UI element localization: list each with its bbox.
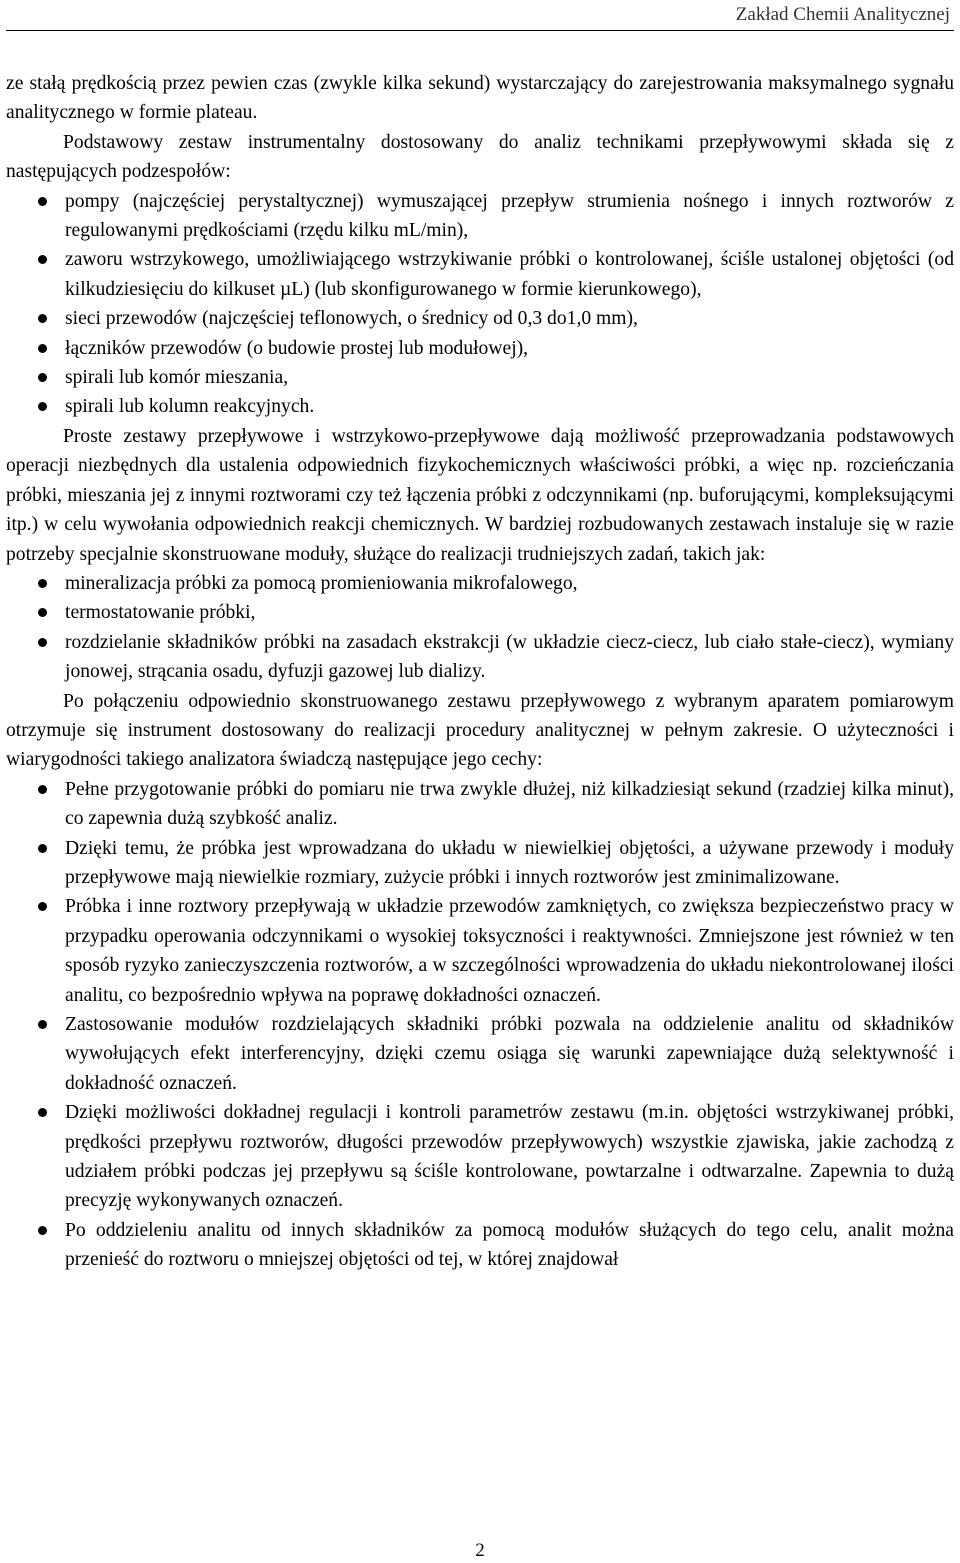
list-item: spirali lub komór mieszania, bbox=[6, 363, 954, 392]
list-item: mineralizacja próbki za pomocą promieniowania mikrofalowego, bbox=[6, 569, 954, 598]
paragraph-continuation: ze stałą prędkością przez pewien czas (zwykle kilka sekund) wystarczający do zarejestrowania maksymalnego sygnału analitycznego w formie plateau. bbox=[6, 73, 954, 124]
features-list bbox=[6, 775, 954, 1275]
list-item: Próbka i inne roztwory przepływają w układzie przewodów zamkniętych, co zwiększa bezpieczeństwo pracy w przypadku operowania odczynnikami o wysokiej toksyczności i reaktywności. Zmniejszone jest również w ten sposób ryzyko zanieczyszczenia roztworów, a w szczególności wprowadzenia do układu niekontrolowanej ilości analitu, co bezpośrednio wpływa na poprawę dokładności oznaczeń. bbox=[6, 892, 954, 1010]
bullet-icon bbox=[38, 197, 47, 206]
paragraph-simple-systems: Proste zestawy przepływowe i wstrzykowo-przepływowe dają możliwość przeprowadzania podstawowych operacji niezbędnych dla ustalenia odpowiednich fizykochemicznych właściwości próbki, a więc np. rozcieńczania próbki, mieszania jej z innymi roztworami czy też łączenia próbki z odczynnikami (np. buforującymi, kompleksującymi itp.) w celu wywołania odpowiednich reakcji chemicznych. W bardziej rozbudowanych zestawach instaluje się w razie potrzeby specjalnie skonstruowane moduły, służące do realizacji trudniejszych zadań, takich jak: bbox=[6, 425, 954, 565]
list-item: Zastosowanie modułów rozdzielających składniki próbki pozwala na oddzielenie analitu od składników wywołujących efekt interferencyjny, dzięki czemu osiąga się warunki zapewniające dużą selektywność i dokładność oznaczeń. bbox=[6, 1010, 954, 1098]
list-item: sieci przewodów (najczęściej teflonowych, o średnicy od 0,3 do1,0 mm), bbox=[6, 304, 954, 333]
bullet-icon bbox=[38, 1020, 47, 1029]
list-item: Pełne przygotowanie próbki do pomiaru nie trwa zwykle dłużej, niż kilkadziesiąt sekund (rzadziej kilka minut), co zapewnia dużą szybkość analiz. bbox=[6, 775, 954, 834]
header-rule bbox=[6, 30, 954, 31]
bullet-icon bbox=[38, 402, 47, 411]
modules-list bbox=[6, 569, 954, 687]
list-item: Dzięki temu, że próbka jest wprowadzana do układu w niewielkiej objętości, a używane przewody i moduły przepływowe mają niewielkie rozmiary, zużycie próbki i innych roztworów jest zminimalizowane. bbox=[6, 834, 954, 893]
bullet-icon bbox=[38, 314, 47, 323]
running-header: Zakład Chemii Analitycznej bbox=[735, 4, 950, 25]
bullet-icon bbox=[38, 608, 47, 617]
paragraph-analyzer-features: Po połączeniu odpowiednio skonstruowanego zestawu przepływowego z wybranym aparatem pomiarowym otrzymuje się instrument dostosowany do realizacji procedury analitycznej w pełnym zakresie. O użyteczności i wiarygodności takiego analizatora świadczą następujące jego cechy: bbox=[6, 690, 954, 771]
bullet-icon bbox=[38, 902, 47, 911]
list-item: rozdzielanie składników próbki na zasadach ekstrakcji (w układzie ciecz-ciecz, lub ciało stałe-ciecz), wymiany jonowej, strącania osadu, dyfuzji gazowej lub dializy. bbox=[6, 628, 954, 687]
page-number: 2 bbox=[475, 1540, 485, 1561]
bullet-icon bbox=[38, 1226, 47, 1235]
components-list bbox=[6, 187, 954, 422]
list-item: spirali lub kolumn reakcyjnych. bbox=[6, 392, 954, 421]
list-item: zaworu wstrzykowego, umożliwiającego wstrzykiwanie próbki o kontrolowanej, ściśle ustalonej objętości (od kilkudziesięciu do kilkuset µL) (lub skonfigurowanego w formie kierunkowego), bbox=[6, 245, 954, 304]
bullet-icon bbox=[38, 1108, 47, 1117]
bullet-icon bbox=[38, 579, 47, 588]
bullet-icon bbox=[38, 344, 47, 353]
list-item: Po oddzieleniu analitu od innych składników za pomocą modułów służących do tego celu, analit można przenieść do roztworu o mniejszej objętości od tej, w której znajdował bbox=[6, 1216, 954, 1275]
list-item: łączników przewodów (o budowie prostej lub modułowej), bbox=[6, 334, 954, 363]
bullet-icon bbox=[38, 373, 47, 382]
bullet-icon bbox=[38, 255, 47, 264]
list-item: pompy (najczęściej perystaltycznej) wymuszającej przepływ strumienia nośnego i innych roztworów z regulowanymi prędkościami (rzędu kilku mL/min), bbox=[6, 187, 954, 246]
list-item: Dzięki możliwości dokładnej regulacji i kontroli parametrów zestawu (m.in. objętości wstrzykiwanej próbki, prędkości przepływu roztworów, długości przewodów przepływowych) wszystkie zjawiska, jakie zachodzą z udziałem próbki podczas jej przepływu są ściśle kontrolowane, powtarzalne i odtwarzalne. Zapewnia to dużą precyzję wykonywanych oznaczeń. bbox=[6, 1098, 954, 1216]
list-item: termostatowanie próbki, bbox=[6, 598, 954, 627]
document-body bbox=[6, 69, 954, 1275]
bullet-icon bbox=[38, 785, 47, 794]
bullet-icon bbox=[38, 638, 47, 647]
paragraph-components-intro: Podstawowy zestaw instrumentalny dostosowany do analiz technikami przepływowymi składa się z następujących podzespołów: bbox=[6, 131, 954, 183]
bullet-icon bbox=[38, 844, 47, 853]
